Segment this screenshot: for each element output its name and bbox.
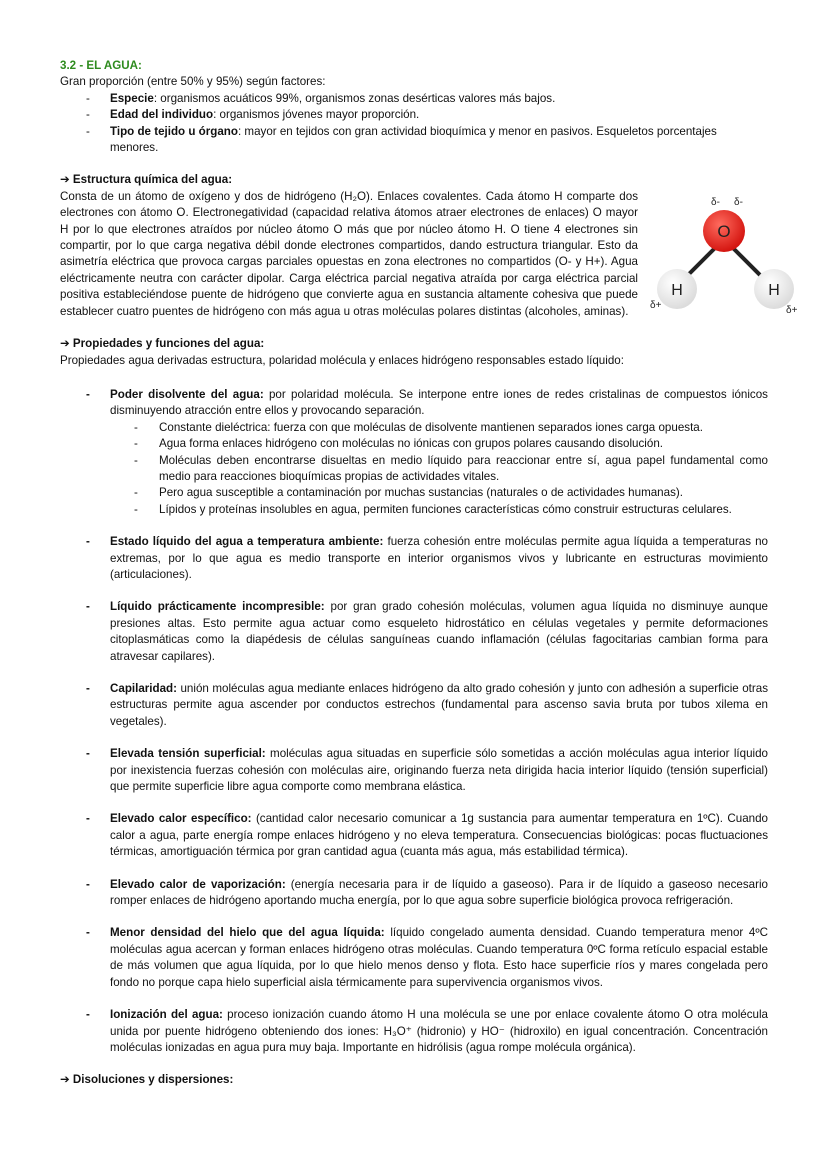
property-text: fuerza cohesión entre moléculas permite agua líquida a temperaturas no extremas, por lo que agua es medio transporte en interior organismos vivos y lubricante en estructuras movimiento (articulaciones). xyxy=(110,535,769,581)
property-term: Capilaridad: xyxy=(110,682,177,695)
sub-list-item: - Lípidos y proteínas insolubles en agua, permiten funciones características cómo construir estructuras celulares. xyxy=(110,502,768,518)
property-term: Elevado calor de vaporización: xyxy=(110,877,286,891)
property-text: proceso ionización cuando átomo H una molécula se une por enlace covalente átomo O otra molécula unida por puente hidrógeno obteniendo dos iones: H₃O⁺ (hidronio) y HO⁻ (hidroxilo) en igual concentración. Concentración moléculas ionizadas en agua pura muy baja. Importante en hidrólisis (agua rompe molécula orgánica). xyxy=(110,1008,768,1054)
list-item xyxy=(60,877,768,910)
property-text: (energía necesaria para ir de líquido a gaseoso). Para ir de líquido a gaseoso necesario romper enlaces de hidrógeno aportando mucha energía, por lo que agua sobre superficie biológica provoca refrigeración. xyxy=(110,877,768,908)
hydrogen-label-left: H xyxy=(671,281,683,299)
document-page xyxy=(60,58,798,1089)
property-term: Elevado calor específico: xyxy=(110,812,252,826)
delta-positive-left: δ+ xyxy=(650,299,662,311)
sub-list-item: - Moléculas deben encontrarse disueltas en medio líquido para reaccionar entre sí, agua papel fundamental como medio para reacciones bioquímicas propias de actividades vitales. xyxy=(110,453,768,486)
structure-text: Consta de un átomo de oxígeno y dos de hidrógeno (H₂O). Enlaces covalentes. Cada átomo H comparte dos electrones con átomo O. Electronegatividad (capacidad relativa átomos atraer electrones de enlaces) O mayor H por lo que electrones atraídos por núcleo átomo O más que por núcleo átomo H. O tiene 4 electrones sin compartir, por lo que carga negativa débil donde electrones compartidos, dando estructura triangular. Esto da asimetría eléctrica que provoca cargas parciales opuestas en zona electrones no compartidos (O- y H+). Agua eléctricamente neutra con carácter dipolar. Carga eléctrica parcial negativa atraída por carga eléctrica parcial positiva estableciéndose puente de hidrógeno que convierte agua en sustancia altamente cohesiva que puede establecer cuatro puentes de hidrógeno con más agua u otras moléculas polares distintas (alcoholes, aminas). xyxy=(60,189,638,318)
water-molecule-diagram xyxy=(650,196,810,333)
property-term: Elevada tensión superficial: xyxy=(110,747,266,761)
list-item xyxy=(60,925,768,991)
oxygen-label: O xyxy=(717,221,731,241)
property-term: Líquido prácticamente incompresible: xyxy=(110,600,325,614)
delta-negative-right: δ- xyxy=(734,196,743,208)
list-item xyxy=(60,107,768,123)
list-item xyxy=(60,599,768,665)
property-text: por polaridad molécula. Se interpone entre iones de redes cristalinas de compuestos iónicos disminuyendo atracción entre ellos y provocando separación. xyxy=(110,387,768,418)
factor-term: Edad del individuo xyxy=(110,108,214,122)
factor-term: Especie xyxy=(110,91,154,105)
intro-text: Gran proporción (entre 50% y 95%) según factores: xyxy=(60,75,326,89)
list-item xyxy=(60,534,768,583)
sub-list-item: - Pero agua susceptible a contaminación por muchas sustancias (naturales o de actividades humanas). xyxy=(110,485,768,501)
sub-list xyxy=(110,420,768,518)
list-item xyxy=(60,746,768,795)
factor-text: : organismos acuáticos 99%, organismos zonas desérticas valores más bajos. xyxy=(153,91,556,105)
list-item xyxy=(60,681,768,730)
list-item xyxy=(60,387,768,518)
list-item xyxy=(60,91,768,107)
properties-list xyxy=(60,387,768,1056)
list-item xyxy=(60,1007,768,1056)
property-term: Menor densidad del hielo que del agua líquida: xyxy=(110,926,385,940)
property-term: Ionización del agua: xyxy=(110,1008,223,1022)
property-text: (cantidad calor necesario comunicar a 1g sustancia para aumentar temperatura en 1ºC). Cuando calor a agua, parte energía rompe enlaces hidrógeno y no eleva temperatura. Consecuencias biológicas: pocas fluctuaciones térmicas, amortiguación térmica por gran cantidad agua (cuanta más agua, más estabilidad térmica). xyxy=(110,812,768,859)
list-item xyxy=(60,124,768,157)
factor-text: : mayor en tejidos con gran actividad bioquímica y menor en pasivos. Esqueletos porcentajes menores. xyxy=(110,124,717,155)
list-item xyxy=(60,811,768,860)
hydrogen-label-right: H xyxy=(768,281,780,299)
factors-list xyxy=(60,91,768,157)
structure-section xyxy=(60,189,798,320)
delta-negative-left: δ- xyxy=(711,196,720,208)
sub-list-item: - Constante dieléctrica: fuerza con que moléculas de disolvente mantienen separados iones carga opuesta. xyxy=(110,420,768,436)
factor-text: : organismos jóvenes mayor proporción. xyxy=(213,108,420,122)
structure-heading: ➔ Estructura química del agua: xyxy=(60,173,233,187)
properties-heading: ➔ Propiedades y funciones del agua: xyxy=(60,337,265,351)
properties-intro: Propiedades agua derivadas estructura, polaridad molécula y enlaces hidrógeno responsables estado líquido: xyxy=(60,353,624,367)
factor-term: Tipo de tejido u órgano xyxy=(110,124,238,138)
property-term: Estado líquido del agua a temperatura ambiente: xyxy=(110,535,384,549)
delta-positive-right: δ+ xyxy=(786,304,798,316)
section-title: 3.2 - EL AGUA: xyxy=(60,59,142,72)
property-text: unión moléculas agua mediante enlaces hidrógeno da alto grado cohesión y junto con adhesión a superficie otras estructuras permite agua ascender por conductos estrechos (fundamental para ascenso savia bruta por tubos xilema en vegetales). xyxy=(110,682,768,728)
property-text: moléculas agua situadas en superficie sólo sometidas a acción moléculas agua interior líquido por inexistencia fuerzas cohesión con moléculas aire, originando fuerza neta dirigida hacia interior líquido (tensión superficial) que permite superficie libre agua comporte como membrana elástica. xyxy=(110,747,768,794)
property-text: líquido congelado aumenta densidad. Cuando temperatura menor 4ºC moléculas agua acercan y forman enlaces hidrógeno otras moléculas. Cuando temperatura 0ºC forma retículo espacial estable de más volumen que agua líquida, por lo que hielo menos denso y flota. Esto hace superficie ríos y mares congelada pero fondo no porque capa hielo superficial aisla térmicamente para supervivencia organismos vivos. xyxy=(110,926,768,989)
property-term: Poder disolvente del agua: xyxy=(110,387,264,401)
sub-list-item: - Agua forma enlaces hidrógeno con moléculas no iónicas con grupos polares causando disolución. xyxy=(110,436,768,452)
property-text: por gran grado cohesión moléculas, volumen agua líquida no disminuye aunque presiones altas. Esto permite agua actuar como esqueleto hidrostático en células vegetales y permite deformaciones citoplasmáticas como la diapédesis de células sanguíneas cuando inflamación (células fagocitarias cambian forma para atravesar capilares). xyxy=(110,600,768,663)
dissolutions-heading: ➔ Disoluciones y dispersiones: xyxy=(60,1073,234,1087)
